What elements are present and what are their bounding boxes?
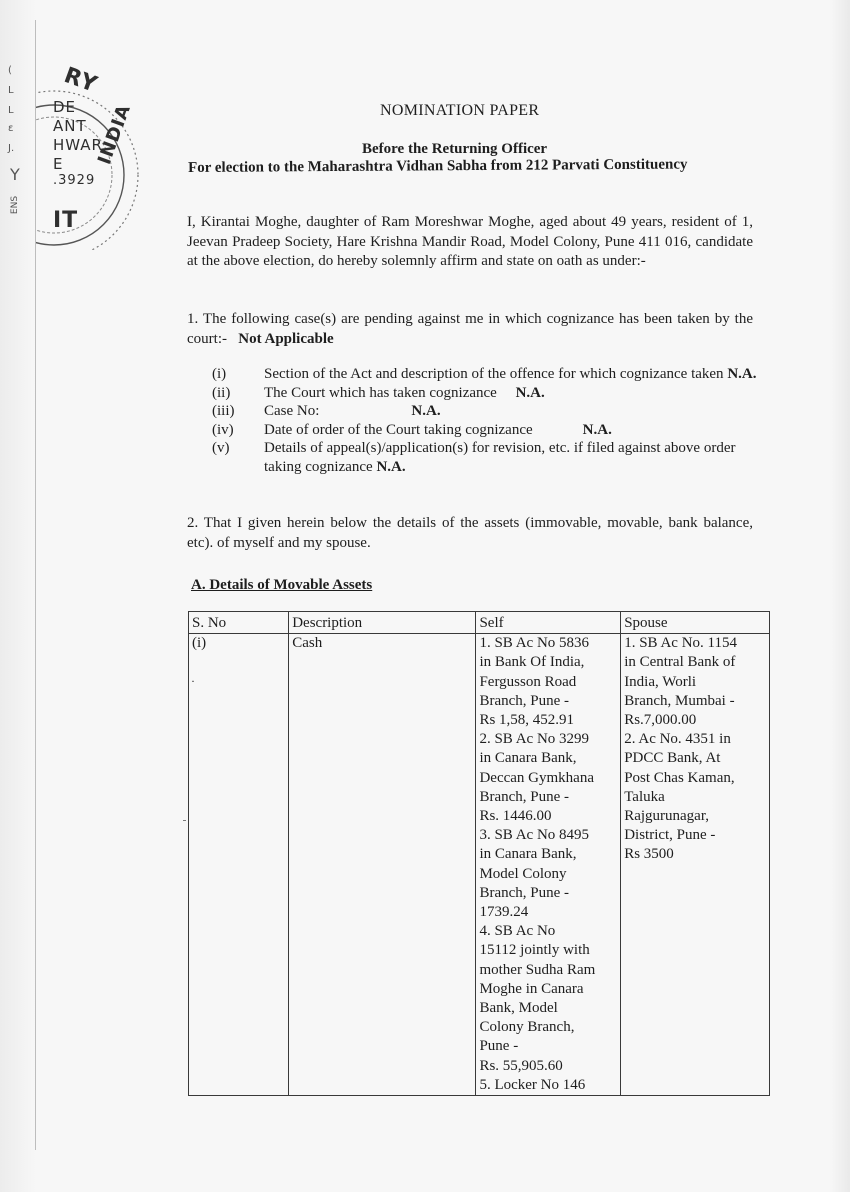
cell-text-line: District, Pune - bbox=[624, 827, 716, 844]
cell-text-line: Rs. 55,905.60 bbox=[479, 1057, 563, 1074]
cell-text-line: Fergusson Road bbox=[479, 673, 577, 690]
list-item-text bbox=[264, 439, 757, 476]
cell-text-line: Colony Branch, bbox=[479, 1019, 575, 1036]
cell-text-line: 4. SB Ac No bbox=[479, 923, 556, 940]
cell-text-line: 1739.24 bbox=[479, 904, 529, 921]
cell-text-line: Rs 1,58, 452.91 bbox=[479, 712, 575, 729]
cell-text-line: India, Worli bbox=[624, 673, 697, 690]
case-item-answer: N.A. bbox=[727, 366, 757, 382]
cell-text-line: Post Chas Kaman, bbox=[624, 769, 735, 786]
cell-text-line: in Canara Bank, bbox=[479, 750, 577, 767]
cell-text-line: Bank, Model bbox=[479, 1000, 558, 1017]
cell-text-line: Rs.7,000.00 bbox=[624, 712, 697, 729]
case-item-answer: N.A. bbox=[515, 384, 545, 401]
list-item-text bbox=[264, 365, 757, 384]
list-item-number: (iii) bbox=[212, 403, 235, 419]
list-item-number: (v) bbox=[212, 440, 230, 456]
column-header-spouse: Spouse bbox=[621, 612, 770, 634]
cell-text-line: 2. SB Ac No 3299 bbox=[479, 731, 590, 748]
column-header-sno: S. No bbox=[189, 612, 289, 634]
stray-tick bbox=[183, 820, 186, 821]
assets-statement: 2. That I given herein below the details of the assets (immovable, movable, bank balance, etc). of myself and my spouse. bbox=[187, 515, 753, 551]
case-item-answer: N.A. bbox=[582, 421, 612, 438]
pending-cases-statement bbox=[187, 310, 753, 349]
case-item-answer: N.A. bbox=[376, 458, 406, 475]
affirmation-paragraph: I, Kirantai Moghe, daughter of Ram Moreshwar Moghe, aged about 49 years, resident of 1, Jeevan Pradeep Society, Hare Krishna Mandir Road, Model Colony, Pune 411 016, candidate at the above election, do hereby solemnly affirm and state on oath as under:- bbox=[187, 214, 753, 269]
list-item bbox=[212, 421, 757, 440]
cell-text-line: 3. SB Ac No 8495 bbox=[479, 827, 590, 844]
movable-assets-heading: A. Details of Movable Assets bbox=[191, 577, 373, 593]
cell-text-line: 5. Locker No 146 bbox=[479, 1076, 586, 1093]
case-item-description: Date of order of the Court taking cognizance bbox=[264, 421, 533, 438]
cell-text-line: Branch, Pune - bbox=[479, 692, 570, 709]
list-item-text bbox=[264, 402, 757, 421]
cell-text-line: 1. SB Ac No. 1154 bbox=[624, 635, 737, 652]
returning-officer-heading: Before the Returning Officer bbox=[362, 141, 548, 157]
circular-seal-stamp: RY DE ANT HWAR E .3929 IT INDIA bbox=[36, 40, 146, 250]
cell-text-line: Pune - bbox=[479, 1038, 519, 1055]
cell-sno: (i) bbox=[189, 634, 289, 1096]
case-details-list bbox=[212, 365, 757, 476]
list-item bbox=[212, 439, 757, 476]
cell-text-line: Model Colony bbox=[479, 865, 567, 882]
cell-text-line: Rajgurunagar, bbox=[624, 808, 709, 825]
pending-cases-answer: Not Applicable bbox=[238, 330, 334, 347]
cell-spouse bbox=[621, 634, 770, 1096]
cell-text-line: 1. SB Ac No 5836 bbox=[479, 635, 590, 652]
pending-cases-text: 1. The following case(s) are pending against me in which cognizance has been taken by the court:- bbox=[187, 311, 753, 347]
cell-text-line: in Bank Of India, bbox=[479, 654, 585, 671]
list-item-number: (i) bbox=[212, 366, 227, 382]
cell-text-line: in Canara Bank, bbox=[479, 846, 577, 863]
case-item-answer: N.A. bbox=[411, 403, 441, 419]
case-item-description: Section of the Act and description of the offence for which cognizance taken bbox=[264, 366, 724, 382]
list-item-text bbox=[264, 384, 757, 403]
cell-text-line: Taluka bbox=[624, 788, 665, 805]
list-item-number: (iv) bbox=[212, 421, 234, 438]
cell-text-line: mother Sudha Ram bbox=[479, 961, 596, 978]
table-row bbox=[189, 634, 770, 1096]
column-header-description: Description bbox=[289, 612, 476, 634]
cell-text-line: Deccan Gymkhana bbox=[479, 769, 594, 786]
cell-text-line: Branch, Mumbai - bbox=[624, 692, 735, 709]
cell-description: Cash bbox=[289, 634, 476, 1096]
case-item-description: Details of appeal(s)/application(s) for revision, etc. if filed against above order taking cognizance bbox=[264, 440, 736, 475]
table-header-row bbox=[189, 612, 770, 634]
cell-self bbox=[476, 634, 621, 1096]
cell-text-line: 15112 jointly with bbox=[479, 942, 590, 959]
cell-text-line: Branch, Pune - bbox=[479, 788, 570, 805]
list-item-text bbox=[264, 421, 757, 440]
document-title: NOMINATION PAPER bbox=[380, 102, 540, 119]
cell-text-line: Moghe in Canara bbox=[479, 980, 584, 997]
column-header-self: Self bbox=[476, 612, 621, 634]
cell-text-line: Rs. 1446.00 bbox=[479, 808, 552, 825]
stray-mark: · bbox=[191, 674, 195, 688]
list-item bbox=[212, 402, 757, 421]
case-item-description: The Court which has taken cognizance bbox=[264, 384, 497, 401]
election-heading: For election to the Maharashtra Vidhan Sabha from 212 Parvati Constituency bbox=[188, 156, 688, 176]
cell-text-line: Branch, Pune - bbox=[479, 884, 570, 901]
movable-assets-table bbox=[188, 611, 770, 1096]
list-item-number: (ii) bbox=[212, 384, 231, 401]
case-item-description: Case No: bbox=[264, 403, 320, 419]
cell-text-line: 2. Ac No. 4351 in bbox=[624, 731, 731, 748]
cell-text-line: in Central Bank of bbox=[624, 654, 736, 671]
list-item bbox=[212, 365, 757, 384]
scan-edge-right bbox=[830, 0, 850, 1192]
cell-text-line: Rs 3500 bbox=[624, 846, 674, 863]
list-item bbox=[212, 384, 757, 403]
cell-text-line: PDCC Bank, At bbox=[624, 750, 721, 767]
margin-handwritten-marks: ( L L ɛ J. Y ENS bbox=[8, 65, 21, 215]
